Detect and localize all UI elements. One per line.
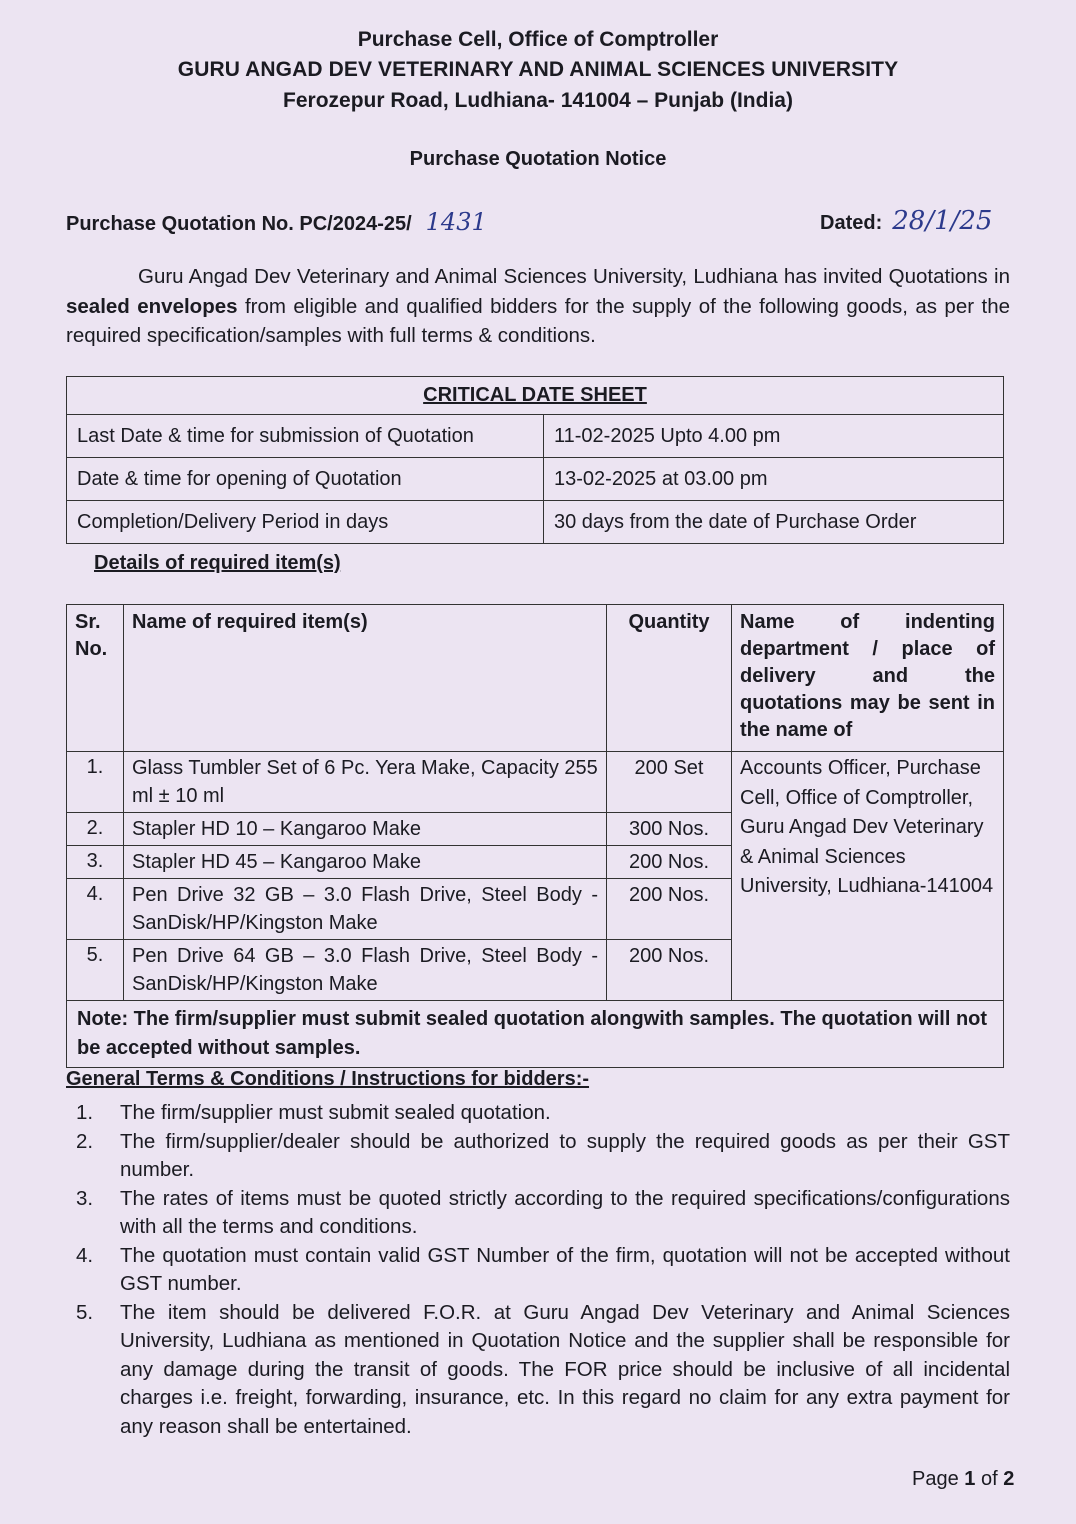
table-row [67, 752, 1004, 813]
term-number: 2. [76, 1129, 94, 1153]
term-text: The quotation must contain valid GST Number of the firm, quotation will not be accepted without GST number. [120, 1243, 1010, 1295]
cds-label: Completion/Delivery Period in days [67, 501, 544, 544]
notice-title: Purchase Quotation Notice [409, 148, 667, 170]
term-text: The rates of items must be quoted strictly according to the required specifications/configurations with all the terms and conditions. [120, 1186, 1010, 1238]
item-name: Pen Drive 32 GB – 3.0 Flash Drive, Steel Body - SanDisk/HP/Kingston Make [124, 879, 607, 940]
cds-label: Date & time for opening of Quotation [67, 458, 544, 501]
header-department: Name of indenting department / place of delivery and the quotations may be sent in the name of [732, 605, 1004, 752]
term-number: 5. [76, 1300, 94, 1324]
samples-note: Note: The firm/supplier must submit sealed quotation alongwith samples. The quotation will not be accepted without samples. [67, 1001, 1004, 1068]
quotation-number-label: Purchase Quotation No. PC/2024-25/ [66, 213, 412, 235]
terms-list [66, 1099, 1010, 1441]
item-qty: 200 Set [607, 752, 732, 813]
term-number: 3. [76, 1186, 94, 1210]
items-table [66, 604, 1004, 1068]
table-row [67, 415, 1004, 458]
quotation-number [66, 208, 487, 236]
item-sr: 3. [67, 846, 124, 879]
page-total: 2 [1003, 1468, 1015, 1490]
university-name: GURU ANGAD DEV VETERINARY AND ANIMAL SCIENCES UNIVERSITY [177, 58, 899, 81]
term-number: 4. [76, 1243, 94, 1267]
term-text: The firm/supplier must submit sealed quotation. [120, 1101, 551, 1124]
page-of: of [975, 1468, 1004, 1490]
item-sr: 4. [67, 879, 124, 940]
list-item [66, 1099, 1010, 1128]
list-item [66, 1242, 1010, 1299]
quotation-number-handwritten: 1431 [425, 208, 487, 236]
intro-bold: sealed envelopes [66, 294, 238, 318]
item-name: Glass Tumbler Set of 6 Pc. Yera Make, Capacity 255 ml ± 10 ml [124, 752, 607, 813]
critical-date-sheet [66, 376, 1004, 544]
cds-value: 11-02-2025 Upto 4.00 pm [544, 415, 1004, 458]
intro-paragraph [66, 262, 1010, 351]
table-row [67, 1001, 1004, 1068]
item-qty: 200 Nos. [607, 846, 732, 879]
office-name: Purchase Cell, Office of Comptroller [357, 28, 719, 51]
item-qty: 300 Nos. [607, 813, 732, 846]
list-item [66, 1185, 1010, 1242]
delivery-address: Accounts Officer, Purchase Cell, Office of Comptroller, Guru Angad Dev Veterinary & Animal Sciences University, Ludhiana-141004 [732, 752, 1004, 1001]
list-item [66, 1128, 1010, 1185]
term-number: 1. [76, 1101, 94, 1124]
item-sr: 2. [67, 813, 124, 846]
page-current: 1 [964, 1468, 976, 1490]
page-prefix: Page [912, 1468, 965, 1490]
items-section-title: Details of required item(s) [94, 552, 341, 574]
dated-handwritten: 28/1/25 [892, 206, 993, 236]
item-qty: 200 Nos. [607, 879, 732, 940]
intro-text-2: from eligible and qualified bidders for the supply of the following goods, as per the required specification/samples with full terms & conditions. [66, 294, 1010, 347]
item-name: Pen Drive 64 GB – 3.0 Flash Drive, Steel Body - SanDisk/HP/Kingston Make [124, 940, 607, 1001]
table-header-row [67, 605, 1004, 752]
page-number [912, 1468, 1014, 1491]
term-text: The firm/supplier/dealer should be authorized to supply the required goods as per their GST number. [120, 1129, 1010, 1181]
intro-text-1: Guru Angad Dev Veterinary and Animal Sciences University, Ludhiana has invited Quotations in [138, 265, 1010, 288]
header-quantity: Quantity [607, 605, 732, 752]
table-row [67, 458, 1004, 501]
header-item-name: Name of required item(s) [124, 605, 607, 752]
cds-value: 13-02-2025 at 03.00 pm [544, 458, 1004, 501]
critical-date-sheet-title: CRITICAL DATE SHEET [67, 377, 1004, 415]
item-name: Stapler HD 10 – Kangaroo Make [124, 813, 607, 846]
table-row [67, 501, 1004, 544]
quotation-date [820, 206, 992, 236]
item-sr: 1. [67, 752, 124, 813]
list-item [66, 1299, 1010, 1442]
university-address: Ferozepur Road, Ludhiana- 141004 – Punjab (India) [283, 89, 793, 112]
item-name: Stapler HD 45 – Kangaroo Make [124, 846, 607, 879]
item-sr: 5. [67, 940, 124, 1001]
cds-value: 30 days from the date of Purchase Order [544, 501, 1004, 544]
cds-label: Last Date & time for submission of Quotation [67, 415, 544, 458]
dated-label: Dated: [820, 212, 883, 234]
header-sr-no: Sr. No. [67, 605, 124, 752]
terms-title: General Terms & Conditions / Instructions for bidders:- [66, 1068, 590, 1090]
term-text: The item should be delivered F.O.R. at Guru Angad Dev Veterinary and Animal Sciences University, Ludhiana as mentioned in Quotation Notice and the supplier shall be responsible for any damage during the transit of goods. The FOR price should be inclusive of all incidental charges i.e. freight, forwarding, insurance, etc. In this regard no claim for any extra payment for any reason shall be entertained. [120, 1300, 1010, 1438]
item-qty: 200 Nos. [607, 940, 732, 1001]
